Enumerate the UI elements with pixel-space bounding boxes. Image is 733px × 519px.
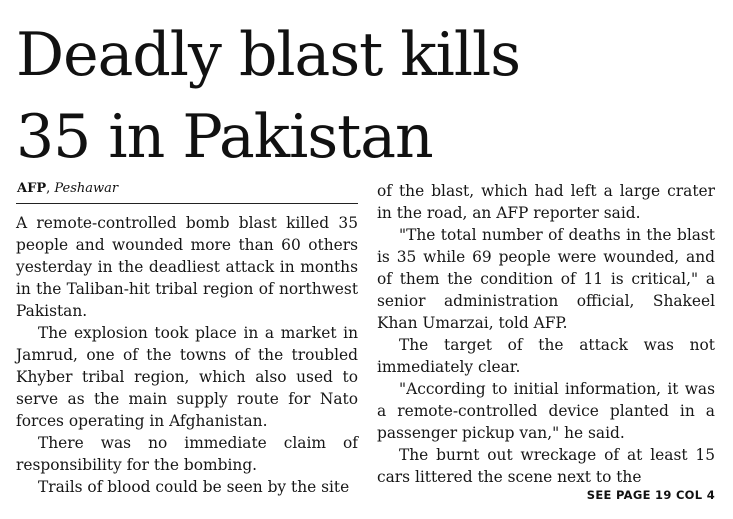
byline-agency: AFP <box>17 181 47 196</box>
paragraph: There was no immediate claim of responsibility for the bombing. <box>16 434 358 474</box>
byline-rule <box>16 203 358 204</box>
byline <box>17 180 118 198</box>
headline-line-2: 35 in Pakistan <box>16 102 433 172</box>
paragraph: "According to initial information, it was a remote-controlled device planted in a passenger pickup van," he said. <box>377 380 715 442</box>
paragraph: A remote-controlled bomb blast killed 35 people and wounded more than 60 others yesterday in the deadliest attack in months in the Taliban-hit tribal region of northwest Pakistan. <box>16 214 358 320</box>
paragraph: Trails of blood could be seen by the site <box>38 478 350 496</box>
paragraph: The explosion took place in a market in Jamrud, one of the towns of the troubled Khyber tribal region, which also used to serve as the main supply route for Nato forces operating in Afghanistan. <box>16 324 358 430</box>
article-column-left <box>16 212 358 498</box>
paragraph: The target of the attack was not immediately clear. <box>377 336 715 376</box>
byline-separator: , <box>46 181 55 196</box>
paragraph: "The total number of deaths in the blast is 35 while 69 people were wounded, and of them the condition of 11 is critical," a senior administration official, Shakeel Khan Umarzai, told AFP. <box>377 226 715 332</box>
headline-line-1: Deadly blast kills <box>16 20 521 90</box>
paragraph: The burnt out wreckage of at least 15 cars littered the scene next to the <box>377 446 715 486</box>
byline-location: Peshawar <box>54 181 119 196</box>
paragraph: of the blast, which had left a large crater in the road, an AFP reporter said. <box>377 182 715 222</box>
article-column-right <box>377 180 715 488</box>
headline <box>16 14 716 178</box>
continuation-jump-line: SEE PAGE 19 COL 4 <box>586 488 715 502</box>
